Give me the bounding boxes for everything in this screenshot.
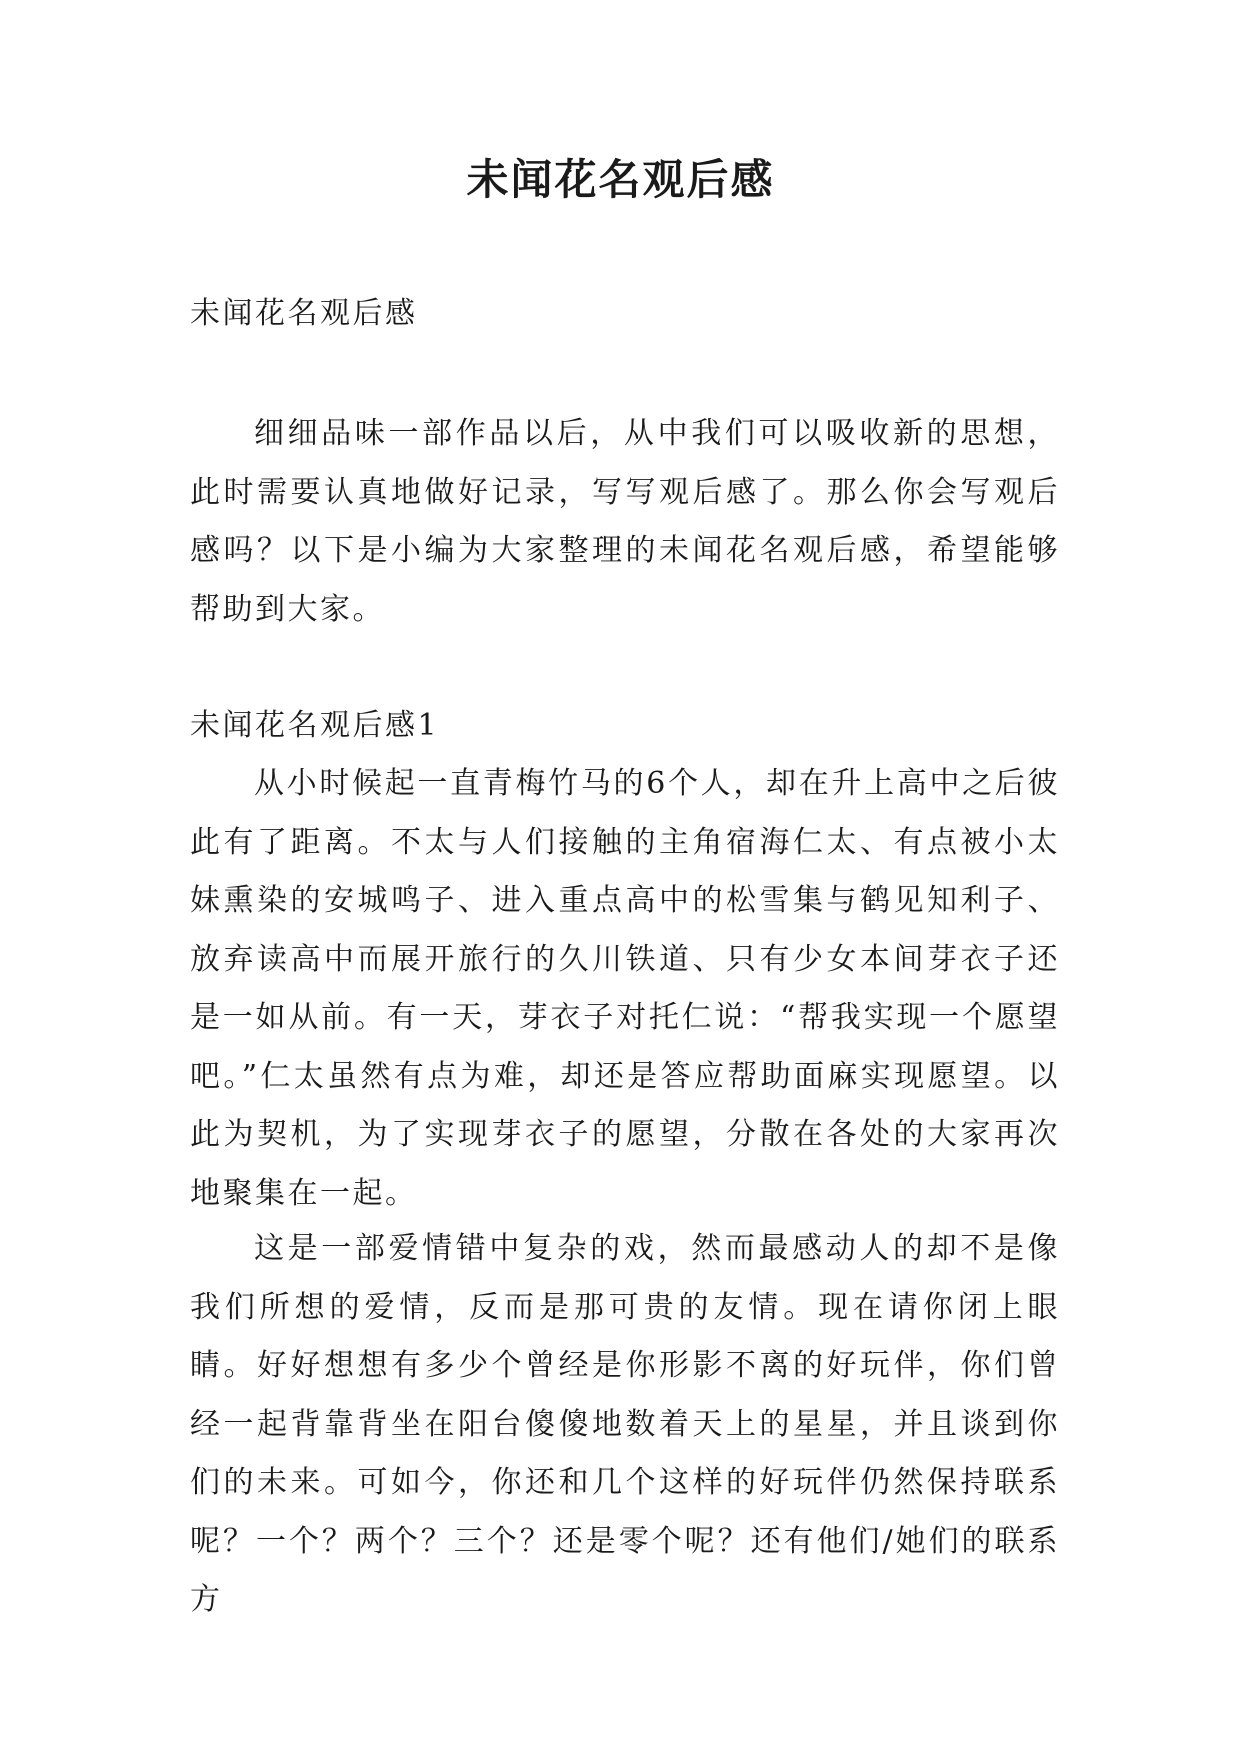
- body-paragraph: 从小时候起一直青梅竹马的6个人，却在升上高中之后彼此有了距离。不太与人们接触的主角宿海仁太、有点被小太妹熏染的安城鸣子、进入重点高中的松雪集与鹤见知利子、放弃读高中而展开旅行的久川铁道、只有少女本间芽衣子还是一如从前。有一天，芽衣子对托仁说：“帮我实现一个愿望吧。”仁太虽然有点为难，却还是答应帮助面麻实现愿望。以此为契机，为了实现芽衣子的愿望，分散在各处的大家再次地聚集在一起。: [190, 766, 1060, 1211]
- section-heading: 未闻花名观后感1: [190, 708, 440, 743]
- body-paragraph: 这是一部爱情错中复杂的戏，然而最感动人的却不是像我们所想的爱情，反而是那可贵的友情。现在请你闭上眼睛。好好想想有多少个曾经是你形影不离的好玩伴，你们曾经一起背靠背坐在阳台傻傻地数着天上的星星，并且谈到你们的未来。可如今，你还和几个这样的好玩伴仍然保持联系呢？一个？两个？三个？还是零个呢？还有他们/她们的联系方: [190, 1231, 1060, 1617]
- intro-paragraph: 细细品味一部作品以后，从中我们可以吸收新的思想，此时需要认真地做好记录，写写观后感了。那么你会写观后感吗？以下是小编为大家整理的未闻花名观后感，希望能够帮助到大家。: [190, 416, 1060, 627]
- document-title: 未闻花名观后感: [466, 155, 775, 204]
- document-subtitle: 未闻花名观后感: [190, 296, 418, 331]
